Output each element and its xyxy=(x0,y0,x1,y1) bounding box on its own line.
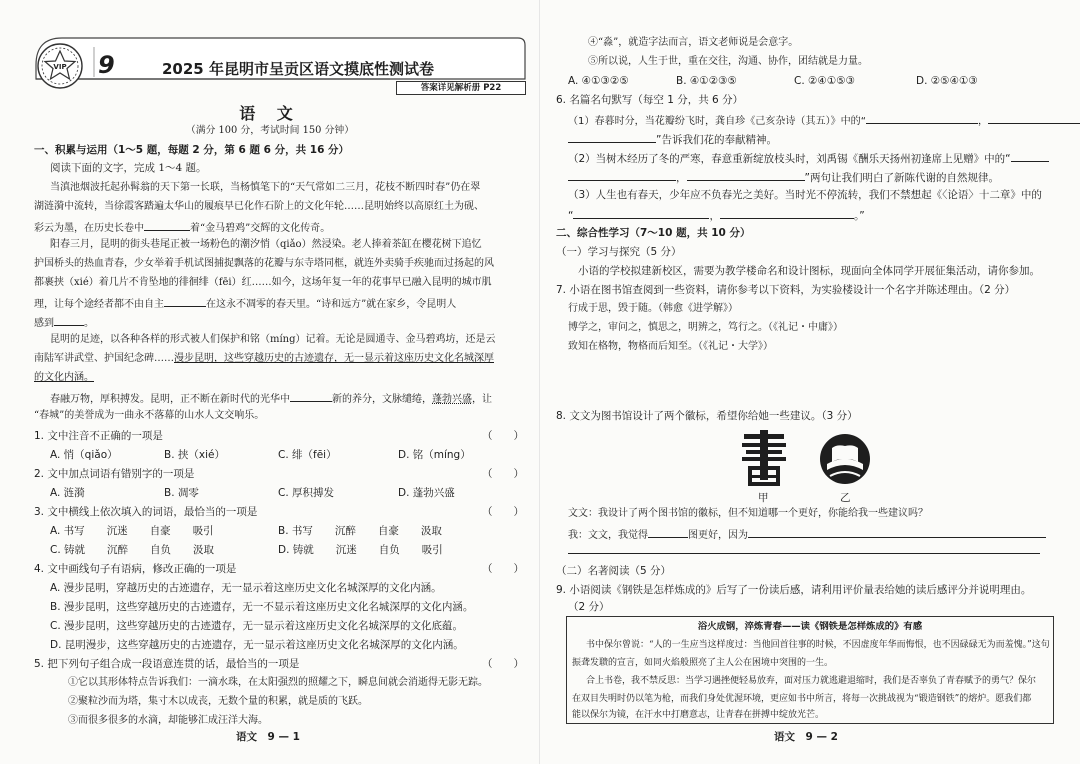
q1-option-c[interactable]: C. 绯（fēi） xyxy=(278,449,337,461)
q1-answer-paren[interactable]: （ ） xyxy=(482,430,524,442)
q5-sentence-5: ⑤所以说，人生于世，重在交往，沟通、协作，团结就是力量。 xyxy=(588,56,868,67)
q8-dialog-me: 我：文文，我觉得 图更好，因为 xyxy=(568,526,1046,543)
q3-answer-paren[interactable]: （ ） xyxy=(482,506,524,518)
q5-stem: 5. 把下列句子组合成一段语意连贯的话，最恰当的一项是 xyxy=(34,658,300,670)
q7-material-3: 致知在格物，物格而后知至。（《礼记・大学》） xyxy=(568,341,773,352)
answer-reference-tag: 答案详见解析册 P22 xyxy=(396,81,526,95)
q4-answer-paren[interactable]: （ ） xyxy=(482,563,524,575)
q2-option-c[interactable]: C. 厚积搏发 xyxy=(278,487,335,499)
reading-instruction: 阅读下面的文字，完成 1～4 题。 xyxy=(50,162,207,174)
q2-answer-paren[interactable]: （ ） xyxy=(482,468,524,480)
q2-option-a[interactable]: A. 涟漪 xyxy=(50,487,85,499)
q6-blank-1[interactable] xyxy=(866,112,978,124)
q5-option-c[interactable]: C. ②④①⑤③ xyxy=(794,75,856,87)
logo-jia-book-icon xyxy=(738,428,790,490)
badge-text: VIP xyxy=(53,63,67,71)
review-line-4: 在双目失明时仍以笔为枪，而我们身处优渥环境，更应如书中所言，将每一次挑战视为“锻造钢铁”的熔炉。愿我们都 xyxy=(572,694,1032,704)
q6-line5: （3）人生也有春天，少年应不负春光之美好。当时光不停流转，我们不禁想起《〈论语〉十二章》中的 xyxy=(568,189,1042,201)
q8-stem: 8. 文文为图书馆设计了两个徽标，希望你给她一些建议。（3 分） xyxy=(556,410,858,422)
q9-points: （2 分） xyxy=(568,601,610,613)
subsection-1-heading: （一）学习与探究（5 分） xyxy=(556,246,682,258)
underlined-sentence: 漫步昆明，这些穿越历史的古迹遗存，无一显示着这座历史文化名城深厚 xyxy=(174,353,494,364)
passage-p2-line2: 护国桥头的热血青春，少女举着手机试图捕捉飘落的花瓣与东寺塔同框，就连外卖骑手疾驰而过扬起的风 xyxy=(34,258,494,269)
q6-blank-4[interactable] xyxy=(1011,150,1049,162)
exam-title: 2025 年昆明市呈贡区语文摸底性测试卷 xyxy=(162,60,434,78)
q8-answer-line[interactable] xyxy=(568,553,1040,554)
logo-jia-label: 甲 xyxy=(758,492,769,504)
passage-p2-line1: 阳春三月，昆明的街头巷尾正被一场粉色的潮汐悄（qiǎo）然浸染。老人捧着茶缸在樱花树下追忆 xyxy=(50,239,482,250)
right-page xyxy=(540,0,1080,764)
q6-line6: “ ， 。” xyxy=(568,207,865,223)
q6-line2: ”告诉我们花的奉献精神。 xyxy=(568,131,777,147)
review-line-3: 合上书卷，我不禁反思：当学习遇挫便轻易放弃，面对压力就逃避退缩时，我们是否辜负了青春赋予的勇气？保尔 xyxy=(586,676,1037,686)
review-line-2: 振聋发聩的宣言，如同火焰般照亮了主人公在困境中突围的一生。 xyxy=(572,658,834,668)
q1-option-d[interactable]: D. 铭（míng） xyxy=(398,449,471,461)
q5-option-b[interactable]: B. ④①②③⑤ xyxy=(676,75,737,87)
q8-dialog-wenwen: 文文：我设计了两个图书馆的徽标，但不知道哪一个更好，你能给我一些建议吗？ xyxy=(568,508,928,519)
q8-reason-blank[interactable] xyxy=(748,526,1046,538)
q6-blank-2[interactable] xyxy=(988,112,1080,124)
q7-stem: 7. 小语在图书馆查阅到一些资料，请你参考以下资料，为实验楼设计一个名字并陈述理由。（2 分） xyxy=(556,284,1016,296)
q4-option-a[interactable]: A. 漫步昆明，穿越历史的古迹遗存，无一显示着这座历史文化名城深厚的文化内涵。 xyxy=(50,582,442,594)
subsection-2-heading: （二）名著阅读（5 分） xyxy=(556,565,672,577)
q4-stem: 4. 文中画线句子有语病，修改正确的一项是 xyxy=(34,563,237,575)
fill-blank-4[interactable] xyxy=(290,390,332,402)
section1-heading: 一、积累与运用（1～5 题，每题 2 分，第 6 题 6 分，共 16 分） xyxy=(34,144,350,156)
exam-info: （满分 100 分，考试时间 150 分钟） xyxy=(185,125,355,136)
q5-sentence-4: ④“淼”，就造字法而言，语文老师说是会意字。 xyxy=(588,37,799,48)
q5-option-a[interactable]: A. ④①③②⑤ xyxy=(568,75,629,87)
fill-blank-3[interactable] xyxy=(54,314,84,326)
q1-option-a[interactable]: A. 悄（qiǎo） xyxy=(50,449,118,461)
passage-p3-line1: 昆明的足迹，以各种各样的形式被人们保护和铭（míng）记着。无论是圆通寺、金马碧鸡坊，还是云 xyxy=(50,334,496,345)
q5-option-d[interactable]: D. ②⑤④①③ xyxy=(916,75,978,87)
q6-stem: 6. 名篇名句默写（每空 1 分，共 6 分） xyxy=(556,94,744,106)
star-badge-icon xyxy=(36,42,84,90)
passage-p1-line3: 彩云为墨，在历史长卷中 着“金马碧鸡”交辉的文化传奇。 xyxy=(34,219,330,236)
q6-blank-8[interactable] xyxy=(720,207,854,219)
q3-option-d[interactable]: D. 铸就 沉迷 自负 吸引 xyxy=(278,544,443,556)
q3-stem: 3. 文中横线上依次填入的词语，最恰当的一项是 xyxy=(34,506,258,518)
passage-p2-line5: 感到 。 xyxy=(34,314,94,331)
q2-option-d[interactable]: D. 蓬勃兴盛 xyxy=(398,487,455,499)
paper-number: 9 xyxy=(98,51,115,79)
q6-line4: ， ”两句让我们明白了新陈代谢的自然规律。 xyxy=(568,169,999,185)
passage-p2-line3: 都裹挟（xié）着几片不肯坠地的徘徊绯（fēi）红……如今，这场年复一年的花事早已融入昆明的城市肌 xyxy=(34,277,492,288)
q4-option-d[interactable]: D. 昆明漫步，这些穿越历史的古迹遗存，无一显示着这座历史文化名城深厚的文化内涵。 xyxy=(50,639,464,651)
passage-p2-line4: 理，让每个途经者都不由自主 在这永不凋零的春天里。“诗和远方”就在家乡，令昆明人 xyxy=(34,295,456,312)
review-line-1: 书中保尔曾说：“人的一生应当这样度过：当他回首往事的时候，不因虚度年华而悔恨，也不因碌碌无为而羞愧。”这句 xyxy=(586,640,1050,650)
q6-blank-7[interactable] xyxy=(573,207,709,219)
q1-stem: 1. 文中注音不正确的一项是 xyxy=(34,430,163,442)
fill-blank-1[interactable] xyxy=(144,219,190,231)
q5-sentence-3: ③而很多很多的水滴，却能够汇成汪洋大海。 xyxy=(68,715,268,726)
passage-p3-line3: 的文化内涵。 xyxy=(34,372,94,383)
q6-blank-5[interactable] xyxy=(568,169,676,181)
q7-material-1: 行成于思，毁于随。（韩愈《进学解》） xyxy=(568,303,738,314)
q2-stem: 2. 文中加点词语有错别字的一项是 xyxy=(34,468,195,480)
q6-line1: （1）春暮时分，当花瓣纷飞时，龚自珍《己亥杂诗（其五）》中的“ ， xyxy=(568,112,1080,129)
q3-option-a[interactable]: A. 书写 沉迷 自豪 吸引 xyxy=(50,525,214,537)
q6-line3: （2）当树木经历了冬的严寒，春意重新绽放枝头时，刘禹锡《酬乐天扬州初逢席上见赠》中的“ xyxy=(568,150,1049,166)
q8-choice-blank[interactable] xyxy=(648,526,688,538)
q3-option-b[interactable]: B. 书写 沉醉 自豪 汲取 xyxy=(278,525,442,537)
q5-answer-paren[interactable]: （ ） xyxy=(482,658,524,670)
fill-blank-2[interactable] xyxy=(164,295,206,307)
q4-option-c[interactable]: C. 漫步昆明，这些穿越历史的古迹遗存，无一显示着这座历史文化名城深厚的文化底蕴。 xyxy=(50,620,464,632)
q6-blank-6[interactable] xyxy=(687,169,805,181)
section2-heading: 二、综合性学习（7～10 题，共 10 分） xyxy=(556,227,751,239)
q6-blank-3[interactable] xyxy=(568,131,656,143)
logo-yi-globe-book-icon xyxy=(818,432,872,486)
q5-sentence-1: ①它以其形体特点告诉我们：一滴水珠，在太阳强烈的照耀之下，瞬息间就会消逝得无影无踪。 xyxy=(68,677,488,688)
q1-option-b[interactable]: B. 挟（xié） xyxy=(164,449,225,461)
q2-option-b[interactable]: B. 凋零 xyxy=(164,487,199,499)
q7-material-2: 博学之，审问之，慎思之，明辨之，笃行之。（《礼记・中庸》） xyxy=(568,322,843,333)
review-title: 浴火成钢，淬炼青春——读《钢铁是怎样炼成的》有感 xyxy=(697,621,923,632)
page-footer-right: 语文 9 — 2 xyxy=(774,731,838,743)
review-line-5: 能以保尔为镜，在汗水中打磨意志，让青春在拼搏中绽放光芒。 xyxy=(572,710,825,720)
q9-stem: 9. 小语阅读《钢铁是怎样炼成的》后写了一份读后感，请利用评价量表给她的读后感评分并说明理由。 xyxy=(556,584,1032,596)
subject-title: 语 文 xyxy=(239,104,301,123)
q3-option-c[interactable]: C. 铸就 沉醉 自负 汲取 xyxy=(50,544,215,556)
page-footer-left: 语文 9 — 1 xyxy=(236,731,300,743)
logo-yi-label: 乙 xyxy=(840,492,851,504)
q4-option-b[interactable]: B. 漫步昆明，这些穿越历史的古迹遗存，无一不显示着这座历史文化名城深厚的文化内涵。 xyxy=(50,601,474,613)
activity-intro: 小语的学校拟建新校区，需要为教学楼命名和设计图标，现面向全体同学开展征集活动，请你参加。 xyxy=(578,265,1040,277)
passage-p1-line2: 湖涟漪中流转，当徐霞客踏遍太华山的履痕早已化作石阶上的文化年轮……昆明始终以高原红土为砚、 xyxy=(34,201,484,212)
passage-p4-line1: 春融万物，厚积搏发。昆明，正不断在新时代的光华中 新的养分，文脉缱绻，蓬勃兴盛，让 xyxy=(50,390,492,407)
passage-p1-line1: 当滇池烟波托起孙髯翁的天下第一长联，当杨慎笔下的“天气常如二三月，花枝不断四时春”仍在翠 xyxy=(50,182,481,193)
passage-p3-line2: 南陆军讲武堂、护国纪念碑……漫步昆明，这些穿越历史的古迹遗存，无一显示着这座历史文化名城深厚 xyxy=(34,353,494,364)
passage-p4-line2: “春城”的美誉成为一曲永不落幕的山水人文交响乐。 xyxy=(34,410,265,421)
q5-sentence-2: ②聚粒沙而为塔，集寸木以成丧，无数个量的积累，就是质的飞跃。 xyxy=(68,696,368,707)
